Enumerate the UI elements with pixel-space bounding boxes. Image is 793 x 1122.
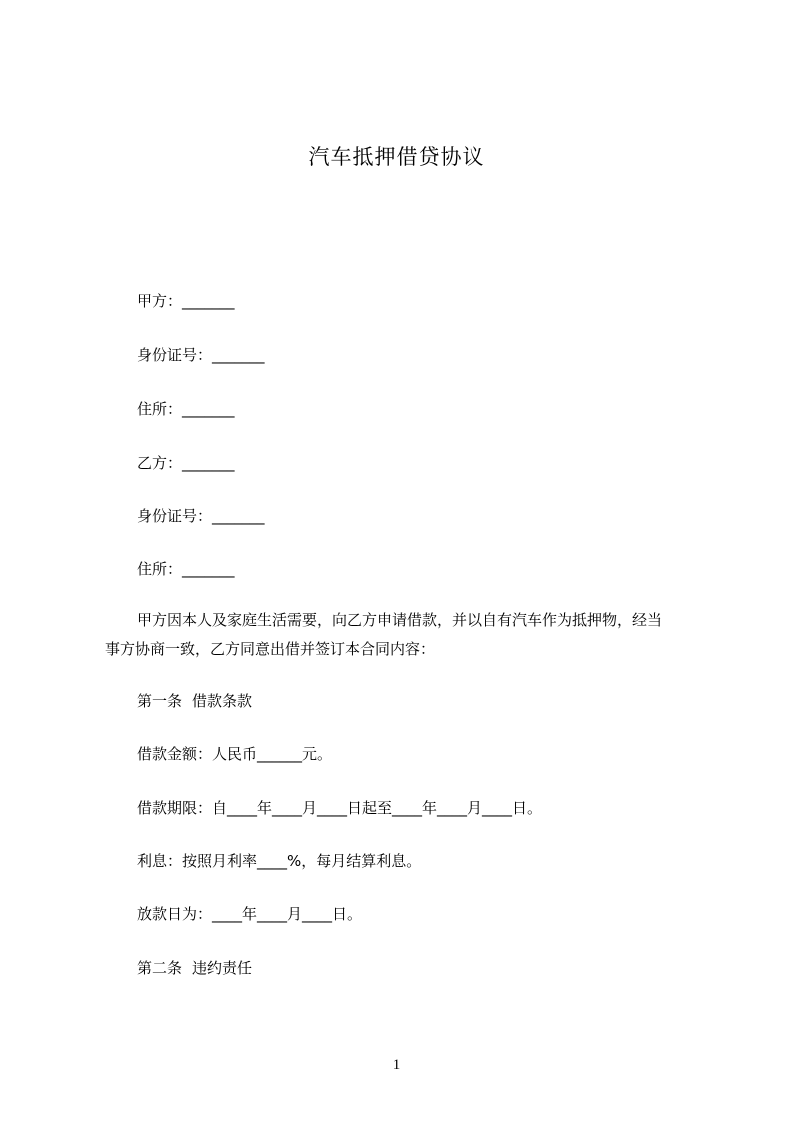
loan-release-date: 放款日为：____年____月____日。 xyxy=(137,905,363,923)
intro-paragraph xyxy=(105,606,705,664)
article-1-title: 借款条款 xyxy=(192,692,253,710)
article-1-heading xyxy=(137,691,252,711)
party-a-id-number: 身份证号：_______ xyxy=(137,346,265,364)
intro-line-1: 甲方因本人及家庭生活需要，向乙方申请借款，并以自有汽车作为抵押物，经当 xyxy=(137,611,663,629)
loan-interest: 利息：按照月利率____%，每月结算利息。 xyxy=(137,852,422,870)
party-b-address: 住所：_______ xyxy=(137,560,235,578)
document-title: 汽车抵押借贷协议 xyxy=(308,145,485,169)
party-b-name: 乙方：_______ xyxy=(137,454,235,472)
intro-line-2: 事方协商一致，乙方同意出借并签订本合同内容： xyxy=(105,640,436,658)
party-a-name: 甲方：_______ xyxy=(137,292,235,310)
page-number: 1 xyxy=(392,1057,401,1073)
article-1-number: 第一条 xyxy=(137,692,183,710)
article-2-heading xyxy=(137,958,252,978)
party-a-address: 住所：_______ xyxy=(137,400,235,418)
loan-amount: 借款金额：人民币______元。 xyxy=(137,745,333,763)
article-2-number: 第二条 xyxy=(137,959,183,977)
loan-term: 借款期限：自____年____月____日起至____年____月____日。 xyxy=(137,799,543,817)
article-2-title: 违约责任 xyxy=(192,959,253,977)
party-b-id-number: 身份证号：_______ xyxy=(137,507,265,525)
